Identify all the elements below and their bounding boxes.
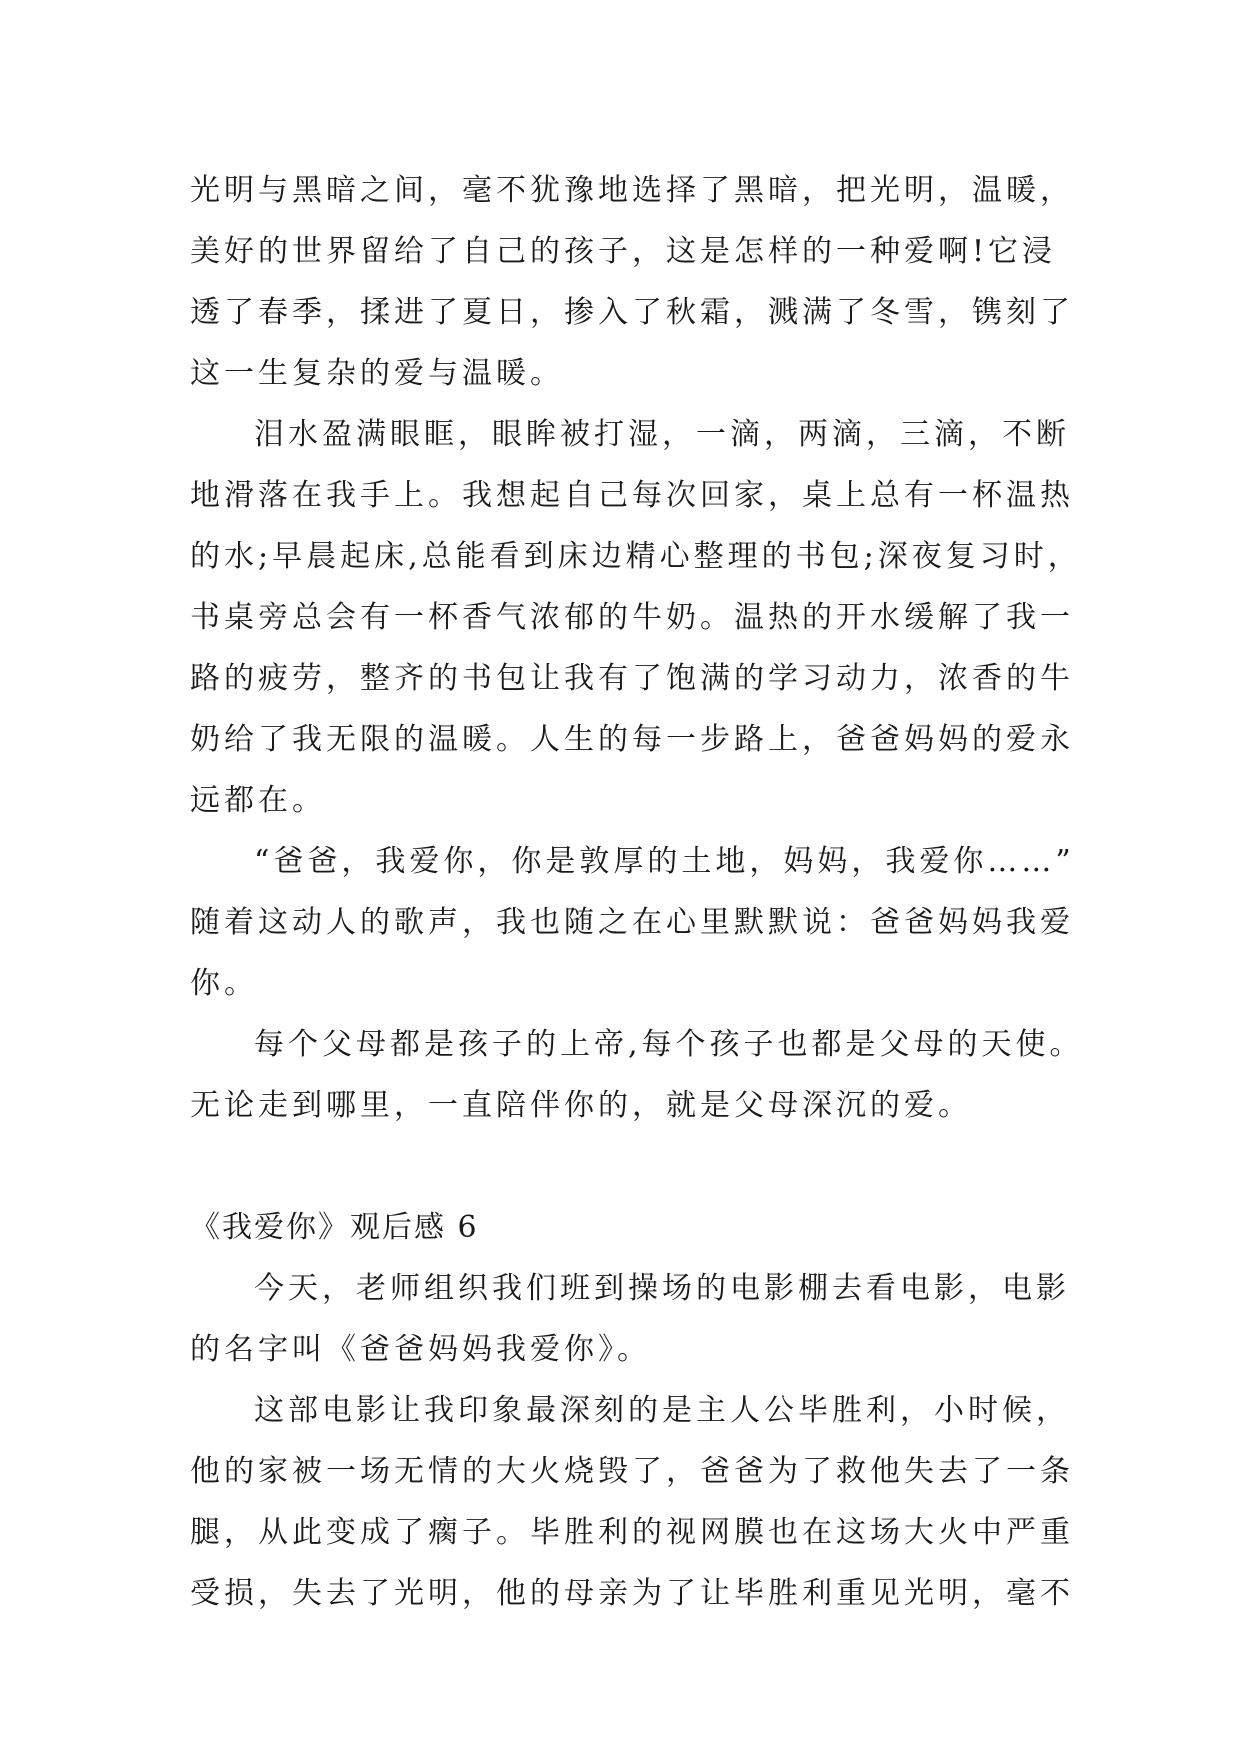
text-line: 书桌旁总会有一杯香气浓郁的牛奶。温热的开水缓解了我一	[190, 600, 1074, 635]
text-line: 你。	[190, 966, 258, 1001]
text-line: 随着这动人的歌声，我也随之在心里默默说：爸爸妈妈我爱	[190, 905, 1074, 940]
text-line: 无论走到哪里，一直陪伴你的，就是父母深沉的爱。	[190, 1088, 972, 1123]
text-line: 奶给了我无限的温暖。人生的每一步路上，爸爸妈妈的爱永	[190, 722, 1074, 757]
paragraph-2	[190, 404, 1082, 831]
text-line: 他的家被一场无情的大火烧毁了，爸爸为了救他失去了一条	[190, 1454, 1074, 1489]
section-paragraph-2	[190, 1380, 1074, 1624]
text-line: 路的疲劳，整齐的书包让我有了饱满的学习动力，浓香的牛	[190, 661, 1074, 696]
text-line: 这部电影让我印象最深刻的是主人公毕胜利，小时候，	[254, 1393, 1070, 1428]
text-line: 受损，失去了光明，他的母亲为了让毕胜利重见光明，毫不	[190, 1576, 1074, 1611]
document-body	[190, 160, 1084, 1624]
paragraph-4	[190, 1014, 1084, 1136]
text-line: 的水;早晨起床,总能看到床边精心整理的书包;深夜复习时，	[190, 539, 1082, 574]
text-line: 地滑落在我手上。我想起自己每次回家，桌上总有一杯温热	[190, 478, 1074, 513]
text-line: 这一生复杂的爱与温暖。	[190, 356, 564, 391]
section-paragraph-1	[190, 1258, 1070, 1380]
paragraph-1	[190, 160, 1074, 404]
paragraph-3	[190, 831, 1075, 1014]
text-line: 的名字叫《爸爸妈妈我爱你》。	[190, 1332, 651, 1367]
text-line: 今天，老师组织我们班到操场的电影棚去看电影，电影	[254, 1271, 1070, 1306]
text-line: 透了春季，揉进了夏日，掺入了秋霜，溅满了冬雪，镌刻了	[190, 295, 1074, 330]
text-line: 美好的世界留给了自己的孩子，这是怎样的一种爱啊!它浸	[190, 234, 1057, 269]
text-line: 远都在。	[190, 783, 326, 818]
section-title: 《我爱你》观后感 6	[190, 1210, 479, 1245]
text-line: 光明与黑暗之间，毫不犹豫地选择了黑暗，把光明，温暖，	[190, 173, 1074, 208]
text-line: 腿，从此变成了瘸子。毕胜利的视网膜也在这场大火中严重	[190, 1515, 1074, 1550]
text-line: 泪水盈满眼眶，眼眸被打湿，一滴，两滴，三滴，不断	[254, 417, 1070, 452]
section-spacer	[190, 1136, 1070, 1197]
text-line: 每个父母都是孩子的上帝,每个孩子也都是父母的天使。	[254, 1027, 1084, 1062]
text-line: “爸爸，我爱你，你是敦厚的土地，妈妈，我爱你……”	[254, 844, 1075, 879]
